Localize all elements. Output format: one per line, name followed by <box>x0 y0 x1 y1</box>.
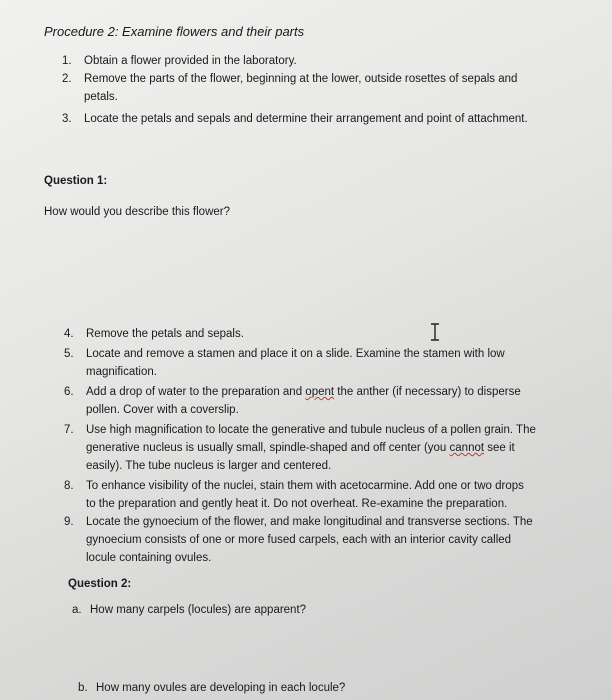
step-9-line-2: gynoecium consists of one or more fused carpels, each with an interior cavity called <box>86 534 512 546</box>
spelling-error-cannot: cannot <box>449 442 485 454</box>
step-3-text: Locate the petals and sepals and determine their arrangement and point of attachment. <box>84 113 528 125</box>
step-7-line-2 <box>86 439 515 457</box>
step-1-text: Obtain a flower provided in the laboratory. <box>84 55 297 67</box>
step-2-line-1: Remove the parts of the flower, beginning at the lower, outside rosettes of sepals and <box>84 73 518 85</box>
step-9-number: 9. <box>64 516 74 528</box>
question-2a-text: How many carpels (locules) are apparent? <box>90 604 307 616</box>
question-2b-text: How many ovules are developing in each locule? <box>96 682 346 694</box>
step-1-number: 1. <box>62 55 72 67</box>
step-8-number: 8. <box>64 480 74 492</box>
text-cursor-icon <box>428 323 442 341</box>
question-2b-label: b. <box>78 682 88 694</box>
step-8-line-1: To enhance visibility of the nuclei, stain them with acetocarmine. Add one or two drops <box>86 480 524 492</box>
step-9-line-3: locule containing ovules. <box>86 552 212 564</box>
step-8-line-2: to the preparation and gently heat it. Do not overheat. Re-examine the preparation. <box>86 498 508 510</box>
procedure-title: Procedure 2: Examine flowers and their parts <box>44 24 305 39</box>
step-2-number: 2. <box>62 73 72 85</box>
question-1-text: How would you describe this flower? <box>44 206 231 218</box>
step-3-number: 3. <box>62 113 72 125</box>
step-7-line-2b: see it <box>484 442 515 454</box>
step-9-line-1: Locate the gynoecium of the flower, and make longitudinal and transverse sections. The <box>86 516 533 528</box>
step-5-number: 5. <box>64 348 74 360</box>
step-7-line-2a: generative nucleus is usually small, spindle-shaped and off center (you <box>86 442 450 454</box>
step-6-line-1a: Add a drop of water to the preparation and <box>86 386 306 398</box>
step-6-line-1b: the anther (if necessary) to disperse <box>334 386 521 398</box>
spelling-error-opent: opent <box>305 386 335 398</box>
step-7-number: 7. <box>64 424 74 436</box>
step-6-line-2: pollen. Cover with a coverslip. <box>86 404 239 416</box>
step-5-line-2: magnification. <box>86 366 157 378</box>
step-6-number: 6. <box>64 386 74 398</box>
question-1-label: Question 1: <box>44 175 108 187</box>
question-2-label: Question 2: <box>68 578 132 590</box>
step-6-line-1 <box>86 383 521 401</box>
step-5-line-1: Locate and remove a stamen and place it on a slide. Examine the stamen with low <box>86 348 505 360</box>
step-7-line-3: easily). The tube nucleus is larger and centered. <box>86 460 332 472</box>
question-2a-label: a. <box>72 604 82 616</box>
step-7-line-1: Use high magnification to locate the generative and tubule nucleus of a pollen grain. The <box>86 424 536 436</box>
step-4-text: Remove the petals and sepals. <box>86 328 244 340</box>
step-4-number: 4. <box>64 328 74 340</box>
step-2-line-2: petals. <box>84 91 118 103</box>
